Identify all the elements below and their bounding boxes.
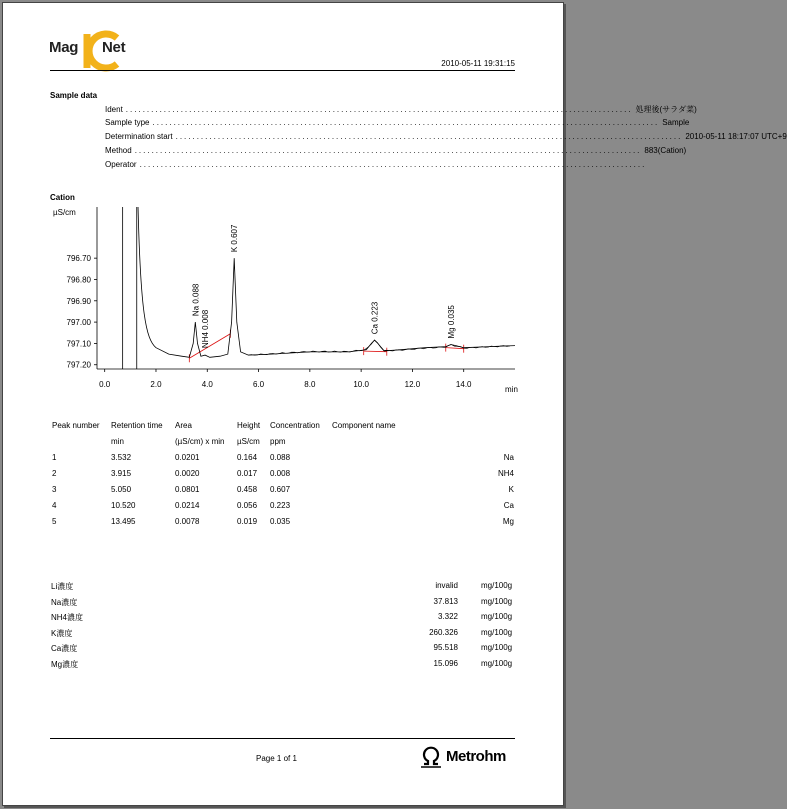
- table-cell: 3.915: [111, 468, 132, 478]
- table-cell: min: [111, 436, 124, 446]
- table-cell: 0.458: [237, 484, 258, 494]
- table-cell: ppm: [270, 436, 286, 446]
- sample-data-row: [105, 104, 697, 116]
- sample-data-label: Method: [105, 146, 132, 155]
- table-cell: Na: [503, 452, 514, 462]
- table-cell: Peak number: [52, 420, 100, 430]
- result-value: 260.326: [429, 627, 458, 637]
- result-value: invalid: [435, 581, 458, 590]
- result-row: [51, 597, 516, 612]
- y-tick-label: 797.10: [66, 339, 91, 349]
- sample-data-label: Ident: [105, 105, 123, 114]
- result-unit: mg/100g: [481, 627, 513, 637]
- table-cell: K: [508, 484, 514, 494]
- table-row: [50, 497, 516, 513]
- table-cell: Mg: [502, 516, 514, 526]
- result-value: 15.096: [433, 658, 458, 668]
- report-page: [2, 2, 787, 806]
- footer-divider: [50, 738, 515, 739]
- sample-data-value: 883(Cation): [644, 146, 687, 155]
- result-row: [51, 659, 516, 674]
- x-tick-label: 2.0: [150, 380, 162, 389]
- peak-label: NH4 0.008: [201, 309, 211, 349]
- table-cell: [330, 433, 516, 449]
- x-axis-label: min: [505, 385, 518, 394]
- sample-data-row: [105, 146, 687, 158]
- table-cell: 5.050: [111, 484, 132, 494]
- table-cell: 0.164: [237, 452, 258, 462]
- dot-leader: ........................................................................................................................: [152, 118, 660, 127]
- chromatogram-chart: [43, 201, 523, 399]
- table-cell: 5: [52, 516, 57, 526]
- sample-data-row: [105, 160, 647, 172]
- table-cell: 13.495: [111, 516, 136, 526]
- page-number: Page 1 of 1: [256, 754, 297, 763]
- sample-data-label: Operator: [105, 160, 137, 169]
- result-unit: mg/100g: [481, 581, 513, 590]
- table-cell: 0.0020: [175, 468, 200, 478]
- table-cell: Ca: [503, 500, 514, 510]
- y-tick-label: 796.80: [66, 275, 91, 285]
- table-cell: Area: [175, 420, 192, 430]
- result-name: Mg濃度: [51, 659, 79, 669]
- dot-leader: ........................................................................................................................: [125, 105, 633, 114]
- table-cell: 0.0078: [175, 516, 200, 526]
- table-cell: (µS/cm) x min: [175, 436, 225, 446]
- sample-data-row: [105, 118, 690, 130]
- x-tick-label: 12.0: [404, 380, 421, 389]
- table-cell: 0.0801: [175, 484, 200, 494]
- header-divider: [50, 70, 515, 71]
- table-cell: 2: [52, 468, 57, 478]
- table-cell: µS/cm: [237, 436, 260, 446]
- table-cell: 0.223: [270, 500, 291, 510]
- y-tick-label: 796.90: [66, 296, 91, 306]
- table-cell: Concentration: [270, 420, 320, 430]
- y-tick-label: 797.00: [66, 318, 91, 328]
- sample-data-value: Sample: [662, 118, 690, 127]
- peak-baseline: [364, 351, 387, 352]
- result-unit: mg/100g: [481, 612, 513, 621]
- table-cell: 10.520: [111, 500, 136, 510]
- sample-data-title: Sample data: [50, 91, 98, 100]
- table-cell: 0.008: [270, 468, 291, 478]
- result-name: NH4濃度: [51, 613, 84, 622]
- result-row: [51, 612, 516, 627]
- y-tick-label: 796.70: [66, 254, 91, 264]
- peak-label: Ca 0.223: [370, 301, 380, 335]
- table-cell: 3: [52, 484, 57, 494]
- system-peak-curve: [138, 207, 156, 348]
- table-units-row: [50, 433, 516, 449]
- logo-text-left: Mag: [49, 39, 79, 56]
- table-cell: 0.035: [270, 516, 291, 526]
- table-cell: 0.019: [237, 516, 258, 526]
- dot-leader: ........................................................................................................................: [175, 132, 683, 141]
- result-value: 3.322: [437, 612, 458, 621]
- table-cell: Height: [237, 420, 261, 430]
- table-cell: 0.017: [237, 468, 258, 478]
- metrohm-brand-text: Metrohm: [446, 748, 506, 765]
- table-cell: 0.607: [270, 484, 291, 494]
- result-name: K濃度: [51, 628, 73, 638]
- metrohm-omega-icon: [420, 746, 442, 768]
- peak-label: Mg 0.035: [446, 305, 456, 339]
- result-value: 95.518: [433, 643, 458, 652]
- result-row: [51, 628, 516, 643]
- table-row: [50, 513, 516, 529]
- sample-data-row: [105, 132, 787, 144]
- x-tick-label: 6.0: [252, 380, 265, 389]
- x-tick-label: 0.0: [99, 380, 111, 389]
- result-row: [51, 581, 516, 596]
- table-cell: 1: [52, 452, 57, 462]
- report-timestamp: 2010-05-11 19:31:15: [441, 59, 515, 68]
- dot-leader: ........................................................................................................................: [139, 160, 647, 169]
- sample-data-value: 処理後(サラダ菜): [635, 105, 697, 114]
- sample-data-label: Determination start: [105, 132, 173, 141]
- table-cell: NH4: [497, 468, 514, 478]
- result-row: [51, 643, 516, 658]
- table-header-row: [50, 417, 516, 433]
- sample-data-label: Sample type: [105, 118, 150, 127]
- result-unit: mg/100g: [481, 596, 513, 606]
- table-cell: 3.532: [111, 452, 132, 462]
- sample-data-value: 2010-05-11 18:17:07 UTC+9: [685, 132, 787, 141]
- x-tick-label: 4.0: [201, 380, 213, 389]
- table-cell: 0.0214: [175, 500, 200, 510]
- x-tick-label: 8.0: [304, 380, 316, 389]
- y-axis-label: µS/cm: [53, 208, 76, 217]
- x-tick-label: 14.0: [455, 380, 472, 389]
- result-name: Li濃度: [51, 582, 74, 591]
- dot-leader: ........................................................................................................................: [134, 146, 642, 155]
- result-unit: mg/100g: [481, 658, 513, 668]
- result-value: 37.813: [433, 596, 458, 606]
- x-tick-label: 10.0: [353, 380, 369, 389]
- table-row: [50, 481, 516, 497]
- table-cell: 0.0201: [175, 452, 200, 462]
- table-row: [50, 449, 516, 465]
- table-cell: 0.056: [237, 500, 258, 510]
- y-tick-label: 797.20: [66, 360, 91, 370]
- peak-baseline: [446, 348, 464, 349]
- table-cell: [50, 433, 109, 449]
- result-unit: mg/100g: [481, 643, 513, 652]
- peaks-table: [50, 417, 516, 529]
- table-cell: Component name: [332, 420, 396, 430]
- table-cell: 4: [52, 500, 57, 510]
- chart-title: Cation: [50, 193, 75, 202]
- table-row: [50, 465, 516, 481]
- magicnet-logo: [47, 30, 137, 72]
- peak-label: Na 0.088: [191, 283, 201, 317]
- table-cell: Retention time: [111, 420, 163, 430]
- result-name: Ca濃度: [51, 644, 78, 653]
- result-name: Na濃度: [51, 597, 78, 607]
- logo-text-right: Net: [102, 39, 126, 56]
- table-cell: 0.088: [270, 452, 291, 462]
- peak-label: K 0.607: [230, 224, 240, 253]
